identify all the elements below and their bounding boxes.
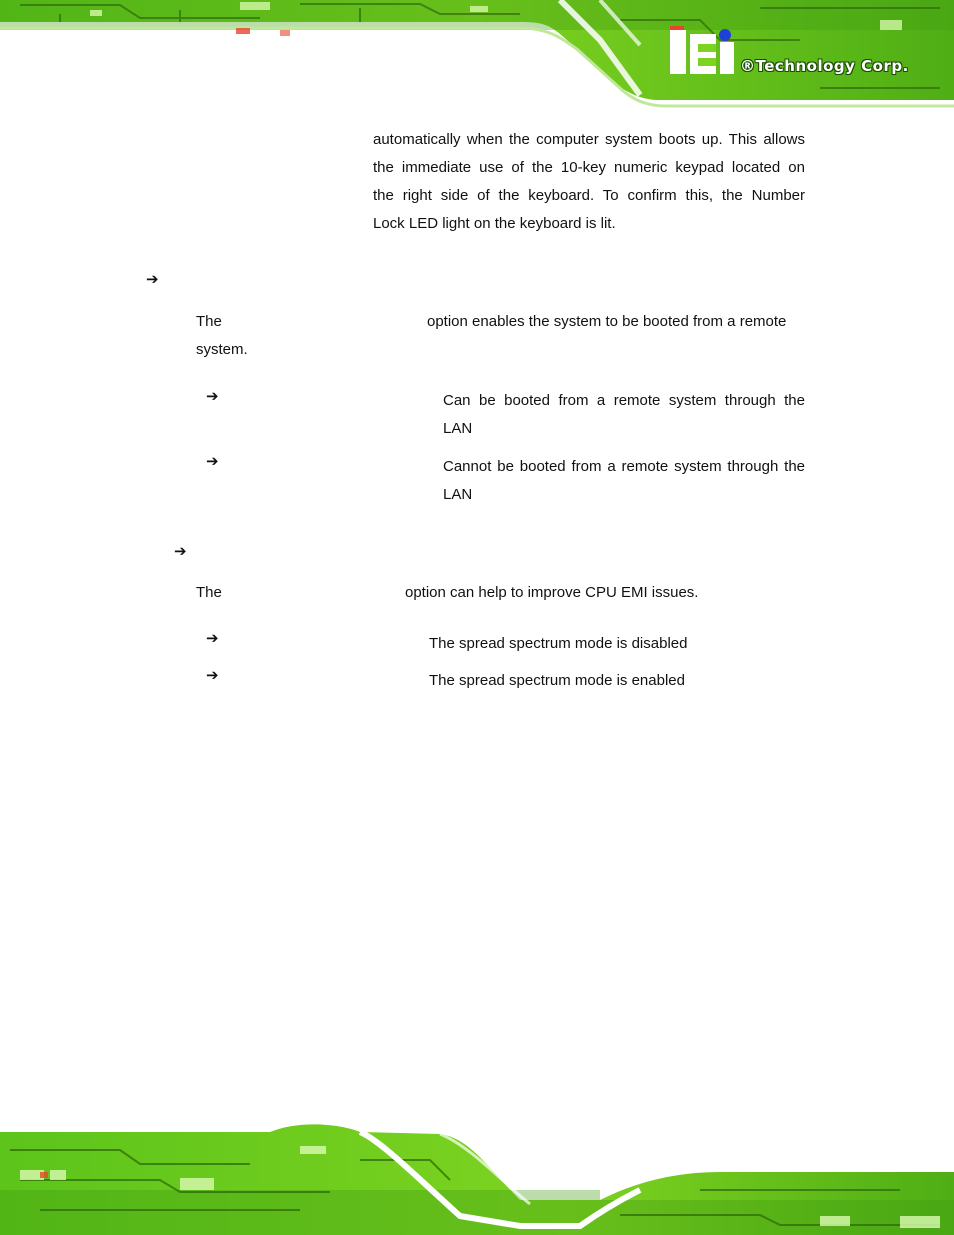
company-name: ®Technology Corp.: [740, 57, 909, 75]
option-2-description-line2: LAN: [443, 486, 473, 503]
option-arrow-icon: ➔: [206, 452, 219, 470]
section-2-description: option can help to improve CPU EMI issues.: [405, 584, 699, 601]
section-arrow-icon: ➔: [174, 542, 187, 560]
section-1-description-line2: system.: [196, 341, 248, 358]
option-arrow-icon: ➔: [206, 387, 219, 405]
section-1-description: option enables the system to be booted from a remote: [427, 313, 787, 330]
option-arrow-icon: ➔: [206, 666, 219, 684]
section-arrow-icon: ➔: [146, 270, 159, 288]
option-enabled-description: The spread spectrum mode is enabled: [429, 672, 685, 689]
intro-line-4: Lock LED light on the keyboard is lit.: [373, 215, 616, 232]
footer-circuit-banner: [0, 1120, 954, 1235]
intro-line-2: the immediate use of the 10-key numeric keypad located on: [373, 159, 805, 176]
section-1-description-start: The: [196, 313, 222, 330]
section-2-description-start: The: [196, 584, 222, 601]
header-circuit-banner: [0, 0, 954, 112]
option-1-description: Can be booted from a remote system through the: [443, 392, 805, 409]
intro-line-1: automatically when the computer system boots up. This allows: [373, 131, 805, 148]
intro-line-3: the right side of the keyboard. To confirm this, the Number: [373, 187, 805, 204]
option-1-description-line2: LAN: [443, 420, 473, 437]
option-arrow-icon: ➔: [206, 629, 219, 647]
option-2-description: Cannot be booted from a remote system through the: [443, 458, 805, 475]
option-disabled-description: The spread spectrum mode is disabled: [429, 635, 688, 652]
